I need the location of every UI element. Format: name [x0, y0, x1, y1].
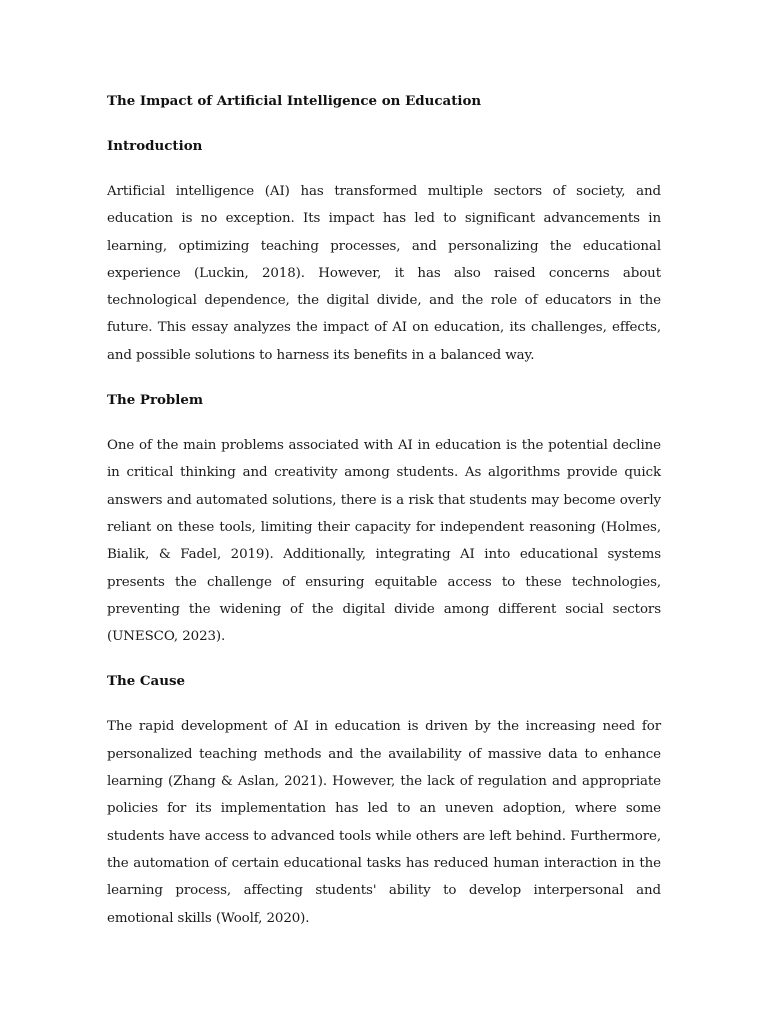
- document-title: The Impact of Artificial Intelligence on Education: [107, 93, 482, 109]
- section-heading-cause: The Cause: [107, 673, 186, 690]
- section-paragraph-cause: The rapid development of AI in education is driven by the increasing need for personalized teaching methods and the availability of massive data to enhance learning (Zhang & Aslan, 2021). However, the lack of regulation and appropriate policies for its implementation has led to an uneven adoption, where some students have access to advanced tools while others are left behind. Furthermore, the automation of certain educational tasks has reduced human interaction in the learning process, affecting students' ability to develop interpersonal and emotional skills (Woolf, 2020).: [107, 719, 661, 926]
- document-body: [107, 88, 661, 950]
- section-paragraph-introduction: Artificial intelligence (AI) has transformed multiple sectors of society, and education is no exception. Its impact has led to significant advancements in learning, optimizing teaching processes, and personalizing the educational experience (Luckin, 2018). However, it has also raised concerns about technological dependence, the digital divide, and the role of educators in the future. This essay analyzes the impact of AI on education, its challenges, effects, and possible solutions to harness its benefits in a balanced way.: [107, 184, 661, 363]
- section-heading-problem: The Problem: [107, 392, 204, 409]
- section-paragraph-problem: One of the main problems associated with AI in education is the potential decline in critical thinking and creativity among students. As algorithms provide quick answers and automated solutions, there is a risk that students may become overly reliant on these tools, limiting their capacity for independent reasoning (Holmes, Bialik, & Fadel, 2019). Additionally, integrating AI into educational systems presents the challenge of ensuring equitable access to these technologies, preventing the widening of the digital divide among different social sectors (UNESCO, 2023).: [107, 438, 661, 645]
- section-heading-introduction: Introduction: [107, 138, 203, 154]
